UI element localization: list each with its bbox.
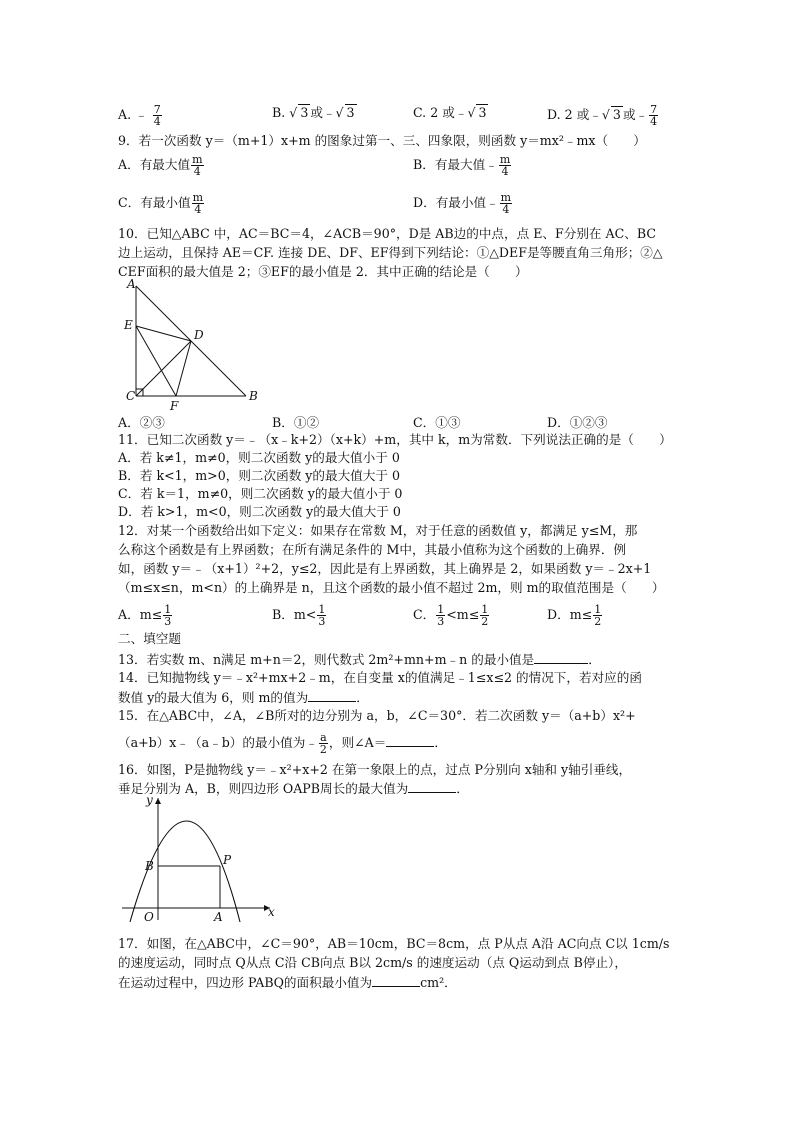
fraction [191,154,203,177]
sqrt-icon: √ [289,105,298,120]
answer-blank[interactable] [386,734,434,747]
denominator: 3 [318,615,326,628]
answer-blank[interactable] [534,651,588,664]
q10-stem-line2: 边上运动，且保持 AE＝CF. 连接 DE、DF、EF得到下列结论：①△DEF是等腰直角三角形；②△ [118,245,663,260]
q12-option-c [413,604,490,627]
question-text: cm²． [420,975,457,990]
q10-option-a: A．②③ [118,415,165,430]
option-text: B．m< [272,607,317,622]
answer-blank[interactable] [372,974,420,987]
label-b: B [145,859,154,873]
q11-option-d: D．若 k>1，m<0，则二次函数 y的最大值大于 0 [118,504,401,519]
q8-option-d [547,104,659,127]
label-y: y [146,793,153,807]
y-axis-arrow-icon [155,798,161,804]
end-mark: ． [588,652,601,667]
radicand: 3 [300,105,309,120]
option-text: 2 或﹣ [564,107,602,122]
segment-df [176,341,191,396]
label-p: P [223,853,232,867]
q9-option-c [118,192,205,215]
q11-option-c: C．若 k＝1，m≠0，则二次函数 y的最大值小于 0 [118,486,403,501]
denominator: 2 [319,743,327,756]
denominator: 4 [193,165,201,178]
denominator: 2 [481,615,489,628]
end-mark: ． [434,735,447,750]
denominator: 3 [164,615,172,628]
fraction [153,104,162,127]
q17-stem-line3 [118,974,457,991]
numerator: 7 [650,103,658,116]
label-a: A [214,910,223,922]
numerator: m [499,153,511,166]
denominator: 4 [502,203,510,216]
numerator: 1 [164,603,172,616]
numerator: 1 [318,603,326,616]
question-text: 在运动过程中，四边形 PABQ的面积最小值为 [118,975,373,990]
option-text: D．m≤ [547,607,593,622]
numerator: 1 [594,603,602,616]
numerator: 1 [481,603,489,616]
numerator: m [192,191,204,204]
q14-stem-line2 [118,689,369,706]
label-c: C [126,389,136,403]
answer-blank[interactable] [408,780,456,793]
q15-stem-line2 [118,732,447,755]
q10-triangle-figure [118,276,268,412]
segment-ed [136,326,191,341]
denominator: 3 [437,615,445,628]
fraction [319,732,328,755]
question-text: 数值 y的最大值为 6，则 m的值为 [118,690,309,705]
option-label: C. [413,105,427,120]
q11-stem: 11．已知二次函数 y＝﹣（x﹣k+2）（x+k）+m，其中 k，m为常数．下列说法正确的是（ ） [118,432,672,447]
option-text: <m≤ [446,607,480,622]
q17-stem-line2: 的速度运动，同时点 Q从点 C沿 CB向点 B以 2cm/s 的速度运动（点 Q运动到点 B停止）， [118,955,627,970]
fraction [317,604,326,627]
q13-stem [118,651,601,668]
option-text: D．有最小值﹣ [413,195,499,210]
q12-option-a [118,604,173,627]
q12-option-d [547,604,603,627]
q9-stem: 9．若一次函数 y＝（m+1）x+m 的图象过第一、三、四象限，则函数 y＝mx²﹣mx（ ） [118,133,646,148]
option-text: 2 或﹣ [430,105,468,120]
denominator: 4 [153,115,161,128]
option-text: B．有最大值﹣ [413,157,498,172]
question-text: （a+b）x﹣（a﹣b）的最小值为﹣ [118,735,318,750]
q8-option-c [413,104,488,121]
label-f: F [170,399,179,412]
connector-text: 或﹣ [622,107,649,122]
answer-blank[interactable] [308,689,356,702]
q9-option-d [413,192,513,215]
q12-stem-line4: （m≤x≤n，m<n）的上确界是 n，且这个函数的最小值不超过 2m，则 m的取值范围是（ ） [118,580,665,595]
section-heading: 二、填空题 [118,631,181,646]
fraction [480,604,489,627]
numerator: 7 [153,103,161,116]
numerator: 1 [437,603,445,616]
fraction [500,192,512,215]
segment-cd [136,341,191,396]
connector-text: 或﹣ [310,105,336,120]
q10-option-c: C．①③ [413,415,461,430]
fraction [649,104,658,127]
numerator: a [320,731,327,744]
numerator: m [192,153,203,166]
radicand: 3 [612,107,621,122]
q16-stem-line1: 16．如图，P是抛物线 y＝﹣x²+x+2 在第一象限上的点，过点 P分别向 x轴和 y轴引垂线， [118,762,632,777]
option-text: A．m≤ [118,607,163,622]
q9-option-a [118,154,205,177]
option-label: C． [413,607,436,622]
label-o: O [144,910,154,922]
label-b: B [249,389,258,403]
radicand: 3 [478,105,487,120]
q9-option-b [413,154,512,177]
label-d: D [194,328,204,342]
radicand: 3 [346,105,355,120]
q10-option-b: B．①② [272,415,320,430]
q12-stem-line1: 12．对某一个函数给出如下定义：如果存在常数 M，对于任意的函数值 y，都满足 y≤M，那 [118,523,638,538]
q12-stem-line3: 如，函数 y＝﹣（x+1）²+2，y≤2，因此是有上界函数，其上确界是 2，如果函数 y＝﹣2x+1 [118,561,652,576]
sqrt-icon: √ [335,105,344,120]
question-text: 垂足分别为 A，B，则四边形 OAPB周长的最大值为 [118,781,409,796]
fraction [163,604,172,627]
denominator: 4 [194,203,202,216]
fraction [593,604,602,627]
numerator: m [500,191,512,204]
q12-option-b [272,604,327,627]
end-mark: ． [356,690,369,705]
sqrt-icon: √ [467,105,476,120]
q11-option-b: B．若 k<1，m>0，则二次函数 y的最大值大于 0 [118,468,401,483]
q8-option-b [272,104,357,121]
q14-stem-line1: 14．已知抛物线 y＝﹣x²+mx+2﹣m，在自变量 x的值满足﹣1≤x≤2 的情况下，若对应的函 [118,670,642,685]
question-text: 13．若实数 m、n满足 m+n＝2，则代数式 2m²+mn+m﹣n 的最小值是 [118,652,535,667]
label-e: E [124,318,133,332]
option-label: A. [118,107,132,122]
denominator: 4 [501,165,509,178]
fraction [192,192,204,215]
denominator: 4 [650,115,658,128]
label-a: A [127,277,136,291]
minus-sign: ﹣ [135,107,148,122]
q10-stem-line1: 10．已知△ABC 中，AC＝BC＝4，∠ACB＝90°，D是 AB边的中点，点 E、F分别在 AC、BC [118,226,656,241]
fraction [499,154,511,177]
q17-stem-line1: 17．如图，在△ABC中，∠C＝90°，AB＝10cm，BC＝8cm，点 P从点 A沿 AC向点 C以 1cm/s [118,936,670,951]
q11-option-a: A．若 k≠1，m≠0，则二次函数 y的最大值小于 0 [118,450,400,465]
option-text: A．有最大值 [118,157,191,172]
option-text: C．有最小值 [118,195,191,210]
denominator: 2 [594,615,602,628]
question-text: ，则∠A＝ [328,735,387,750]
sqrt-icon: √ [601,107,610,122]
q16-parabola-figure [118,790,288,922]
segment-ef [136,326,176,396]
q8-option-a [118,104,163,127]
q15-stem-line1: 15．在△ABC中，∠A，∠B所对的边分别为 a，b，∠C＝30°．若二次函数 y＝（a+b）x²+ [118,708,636,723]
end-mark: ． [456,781,469,796]
q12-stem-line2: 么称这个函数是有上界函数；在所有满足条件的 M中，其最小值称为这个函数的上确界．例 [118,542,627,557]
q10-stem-line3: CEF面积的最大值是 2；③EF的最小值是 2．其中正确的结论是（ ） [118,264,528,279]
q10-option-d: D．①②③ [547,415,608,430]
option-label: B. [272,105,286,120]
fraction [436,604,445,627]
label-x: x [268,905,275,919]
option-label: D. [547,107,561,122]
